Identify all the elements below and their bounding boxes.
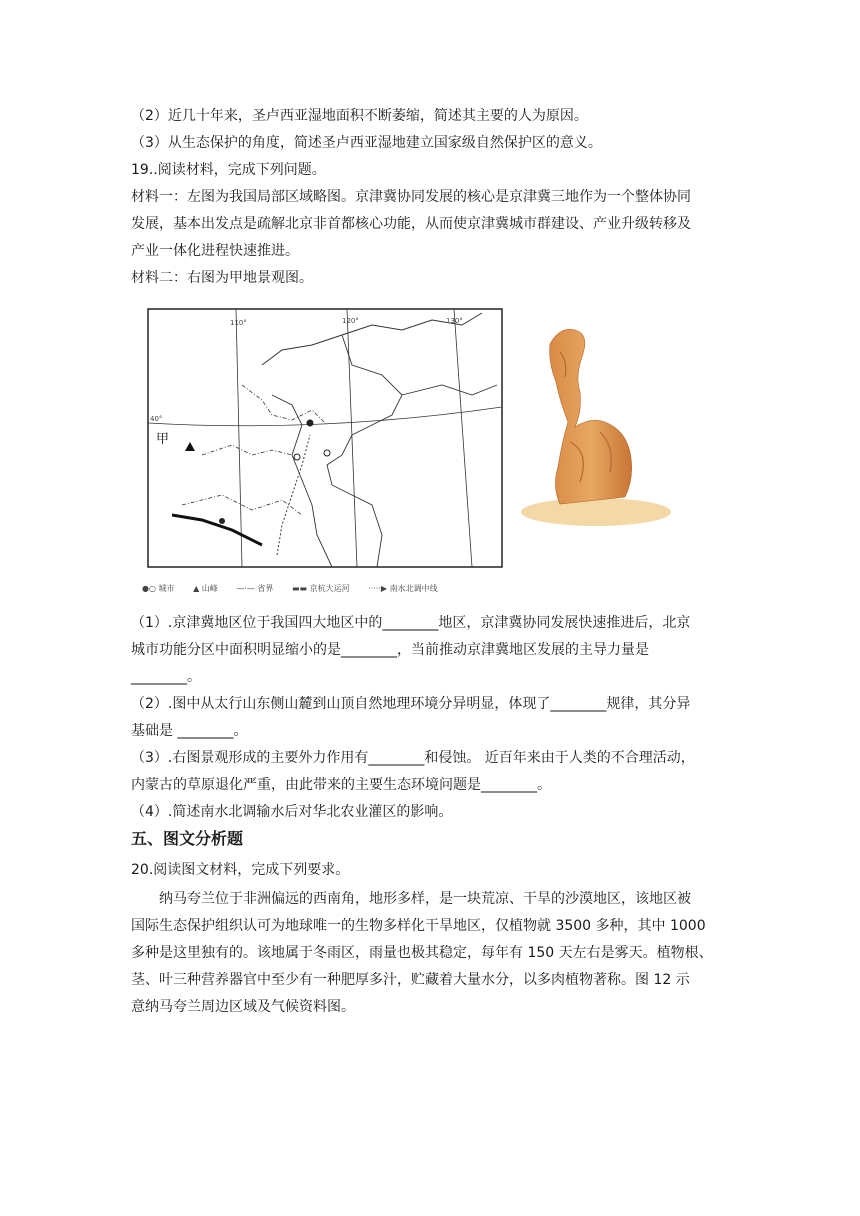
material-line: 发展，基本出发点是疏解北京非首都核心功能，从而使京津冀城市群建设、产业升级转移及: [131, 216, 691, 232]
lon-110-label: 110°: [230, 319, 247, 327]
rock-landscape-photo: [520, 322, 672, 526]
question-line: 城市功能分区中面积明显缩小的是________，当前推动京津冀地区发展的主导力量是: [131, 642, 649, 658]
question-line: （1）.京津冀地区位于我国四大地区中的________地区，京津冀协同发展快速推进后，北京: [131, 615, 691, 631]
section-title: 五、图文分析题: [131, 829, 244, 848]
regional-map: [142, 305, 507, 573]
lon-120-label: 120°: [342, 317, 359, 325]
material-line: 产业一体化进程快速推进。: [131, 243, 299, 259]
question-line: （2）.图中从太行山东侧山麓到山顶自然地理环境分异明显，体现了________规律，其分异: [131, 696, 691, 712]
paragraph-line: 国际生态保护组织认可为地球唯一的生物多样化干旱地区，仅植物就 3500 多种，其中 1000: [131, 918, 706, 934]
question-line: 内蒙古的草原退化严重，由此带来的主要生态环境问题是________。: [131, 777, 551, 793]
question-line: ________。: [131, 669, 201, 685]
lat-40-label: 40°: [150, 415, 163, 423]
question-line: 基础是 ________。: [131, 723, 248, 739]
question-line: （4）.简述南水北调输水后对华北农业灌区的影响。: [131, 804, 453, 820]
question-number: 20.阅读图文材料，完成下列要求。: [131, 862, 350, 878]
paragraph-line: 多种是这里独有的。该地属于冬雨区，雨量也极其稳定，每年有 150 天左右是雾天。植物根、: [131, 945, 713, 961]
legend-mountain: ▲ 山峰: [193, 584, 218, 593]
map-legend: [142, 582, 454, 596]
legend-city: ●○ 城市: [142, 584, 175, 593]
legend-route: ·····▶ 南水北调中线: [368, 584, 438, 593]
point-jia-label: 甲: [156, 432, 170, 447]
material-line: 材料二：右图为甲地景观图。: [131, 270, 313, 286]
lon-130-label: 130°: [446, 317, 463, 325]
material-line: 材料一：左图为我国局部区域略图。京津冀协同发展的核心是京津冀三地作为一个整体协同: [131, 189, 691, 205]
question-line: （2）近几十年来，圣卢西亚湿地面积不断萎缩，简述其主要的人为原因。: [131, 108, 588, 124]
paragraph-line: 茎、叶三种营养器官中至少有一种肥厚多汁，贮藏着大量水分，以多肉植物著称。图 12 示: [131, 972, 690, 988]
question-line: （3）.右图景观形成的主要外力作用有________和侵蚀。 近百年来由于人类的不合理活动，: [131, 750, 695, 766]
legend-canal: ▬▬ 京杭大运河: [291, 584, 350, 593]
question-line: （3）从生态保护的角度，简述圣卢西亚湿地建立国家级自然保护区的意义。: [131, 135, 602, 151]
paragraph-line: 纳马夸兰位于非洲偏远的西南角，地形多样，是一块荒凉、干旱的沙漠地区，该地区被: [159, 891, 691, 907]
legend-province: —·— 省界: [236, 584, 274, 593]
paragraph-line: 意纳马夸兰周边区域及气候资料图。: [131, 999, 355, 1015]
question-number: 19..阅读材料，完成下列问题。: [131, 162, 326, 178]
